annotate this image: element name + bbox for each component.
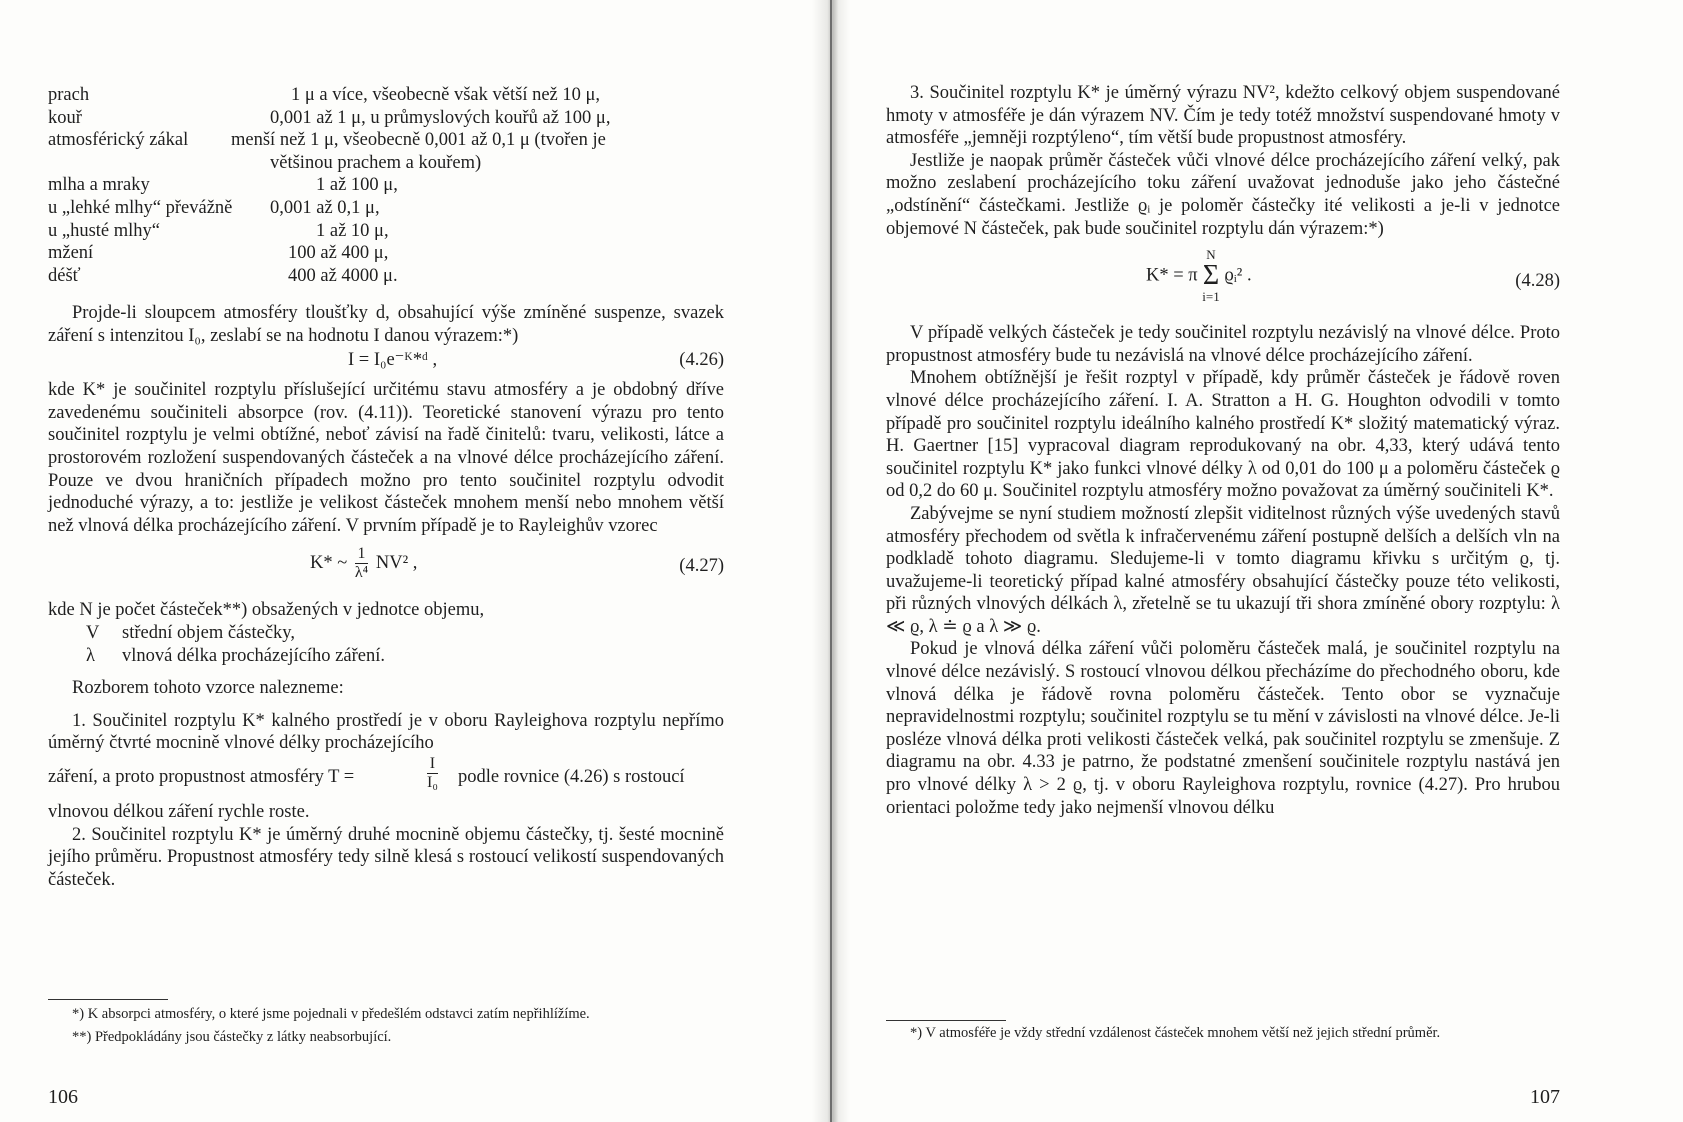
paragraph: Mnohem obtížnější je řešit rozptyl v případě, kdy průměr částeček je řádově roven vlnové délce procházejícího záření. I. A. Stratton a H. G. Houghton odvodili v tomto případě pro součinitel rozptylu ideálního kalného prostředí K* složitý matematický výraz. H. Gaertner [15] vypracoval diagram reprodukovaný na obr. 4,33, který udává tento součinitel rozptylu K* jako funkci vlnové délky λ od 0,01 do 100 μ a poloměru částeček ϱ od 0,2 do 60 μ. Součinitel rozptylu atmosféry možno považovat za úměrný součiniteli K*. [886, 368, 1560, 502]
particle-size-table [48, 84, 724, 287]
paragraph: V případě velkých částeček je tedy součinitel rozptylu nezávislý na vlnové délce. Proto propustnost atmosféry bude tu nezávislá na vlnové délce procházejícího záření. [886, 323, 1560, 366]
paragraph: Zabývejme se nyní studiem možností zlepšit viditelnost různých výše uvedených stavů atmosféry přechodem od světla k infračervenému záření postupně delších a delších vln na podkladě tohoto diagramu. Sledujeme-li v tomto diagramu křivku s určitým ϱ, tj. uvažujeme-li teoretický případ kalné atmosféry obsahující částečky pouze této velikosti, při různých vlnových délkách λ, zřetelně se tu ukazují tři shora zmíněné obory rozptylu: λ ≪ ϱ, λ ≐ ϱ a λ ≫ ϱ. [886, 503, 1560, 637]
paragraph: Projde-li sloupcem atmosféry tloušťky d, obsahující výše zmíněné suspenze, svazek záření s intenzitou I₀, zeslabí se na hodnotu I danou výrazem:*) [48, 303, 724, 346]
footnote-rule [886, 1020, 1006, 1021]
equation-number: (4.27) [679, 556, 724, 577]
page-number: 107 [1530, 1086, 1560, 1108]
list-item: λ vlnová délka procházejícího záření. [86, 645, 385, 666]
equation-4-27 [48, 541, 724, 593]
table-row: mžení 100 až 400 μ, [48, 243, 389, 264]
equation-lhs: K* ~ [310, 553, 348, 574]
footnote: *) K absorpci atmosféry, o které jsme pojednali v předešlém odstavci zatím nepřihlížíme. [72, 1006, 590, 1022]
symbol-definitions [48, 599, 724, 667]
table-row: atmosférický zákal menší než 1 μ, všeobecně 0,001 až 0,1 μ (tvořen je [48, 130, 606, 151]
right-page [886, 0, 1560, 1122]
paragraph: vlnovou délkou záření rychle roste. [48, 801, 310, 822]
paragraph: Pokud je vlnová délka záření vůči poloměru částeček malá, je součinitel rozptylu na vlnové délce nezávislý. S rostoucí vlnovou délkou přecházíme do přechodného oboru, kde vlnová délka je řádově rovna poloměru částeček. Tento obor se vyznačuje nepravidelnostmi rozptylu; součinitel rozptylu se tu mění v závislosti na vlnové délce. Je-li posléze vlnová délka proti velikosti částeček velká, pak součinitel rozptylu se zmenšuje. Z diagramu na obr. 4.33 je patrno, že podstatné zmenšení součinitele rozptylu nastává jen pro vlnové délky λ > 2 ϱ, tj. v oboru Rayleighova rozptylu, rovnice (4.27). Pro hrubou orientaci položme tedy jako nejmenší vlnovou délku [886, 639, 1560, 818]
equation-formula: I = I₀e⁻ᴷ*ᵈ , [348, 350, 438, 371]
table-row: většinou prachem a kouřem) [270, 152, 482, 173]
list-item: V střední objem částečky, [86, 622, 295, 643]
table-row: prach 1 μ a více, všeobecně však větší než 10 μ, [48, 85, 601, 105]
equation-number: (4.28) [1515, 271, 1560, 292]
paragraph: 2. Součinitel rozptylu K* je úměrný druhé mocnině objemu částečky, tj. šesté mocnině jejího průměru. Propustnost atmosféry tedy silně klesá s rostoucí velikostí suspendovaných částeček. [48, 824, 724, 890]
equation-lhs: K* = π [1146, 265, 1198, 286]
footnote-rule [48, 999, 168, 1000]
paragraph: 1. Součinitel rozptylu K* kalného prostředí je v oboru Rayleighova rozptylu nepřímo úměrný čtvrté mocnině vlnové délky procházejícího [48, 710, 724, 754]
table-row: déšť 400 až 4000 μ. [48, 265, 398, 286]
table-row: mlha a mraky 1 až 100 μ, [48, 175, 398, 196]
page-number: 106 [48, 1086, 78, 1108]
equation-rhs: NV² , [375, 553, 418, 574]
footnote: **) Předpokládány jsou částečky z látky neabsorbující. [72, 1029, 392, 1045]
table-row: kouř 0,001 až 1 μ, u průmyslových kouřů až 100 μ, [48, 107, 611, 128]
fraction: $\frac{I}{\text{I₀}}$ [427, 754, 438, 791]
footnote: *) V atmosféře je vždy střední vzdálenost částeček mnohem větší než jejich střední průměr. [910, 1025, 1441, 1041]
list-item: kde N je počet částeček**) obsažených v jednotce objemu, [48, 600, 485, 621]
inline-fraction-line: záření, a proto propustnost atmosféry T = $\frac{I}{\text{I₀}}$ podle rovnice (4.26) s rostoucí [48, 754, 685, 791]
paragraph: 3. Součinitel rozptylu K* je úměrný výrazu NV², kdežto celkový objem suspendované hmoty v atmosféře je dán výrazem NV. Čím je tedy totéž množství suspendované hmoty v atmosféře „jemněji rozptýleno“, tím větší bude propustnost atmosféry. [886, 83, 1560, 149]
equation-4-28 [886, 248, 1560, 312]
table-row: u „husté mlhy“ 1 až 10 μ, [48, 220, 389, 241]
equation-4-26 [48, 349, 724, 375]
summation: N Σ i=1 [1202, 247, 1220, 305]
gutter-line [830, 0, 832, 1122]
fraction: $\frac{1}{\text{λ⁴}}$ [354, 545, 369, 582]
equation-number: (4.26) [679, 350, 724, 371]
equation-rhs: ϱᵢ² . [1224, 265, 1252, 286]
paragraph: Rozborem tohoto vzorce nalezneme: [72, 678, 344, 699]
paragraph: kde K* je součinitel rozptylu příslušející určitému stavu atmosféry a je obdobný dříve zavedenému součiniteli absorpce (rov. (4.11)). Teoretické stanovení výrazu pro tento součinitel rozptylu je velmi obtížné, neboť závisí na řadě činitelů: tvaru, velikosti, látce a prostorovém rozložení suspendovaných částeček a na vlnové délce procházejícího záření. Pouze ve dvou hraničních případech možno pro tento součinitel rozptylu odvodit jednoduché výrazy, a to: jestliže je velikost částeček mnohem menší nebo mnohem větší než vlnová délka procházejícího záření. V prvním případě je to Rayleighův vzorec [48, 380, 724, 536]
table-row: u „lehké mlhy“ převážně 0,001 až 0,1 μ, [48, 197, 380, 218]
left-page [48, 0, 724, 1122]
paragraph: Jestliže je naopak průměr částeček vůči vlnové délce procházejícího záření velký, pak možno zeslabení procházejícího toku záření uvažovat jednoduše jako jeho částečné „odstínění“ částečkami. Jestliže ϱᵢ je poloměr částečky ité velikosti a je-li v jednotce objemové N částeček, pak bude součinitel rozptylu dán výrazem:*) [886, 150, 1560, 239]
